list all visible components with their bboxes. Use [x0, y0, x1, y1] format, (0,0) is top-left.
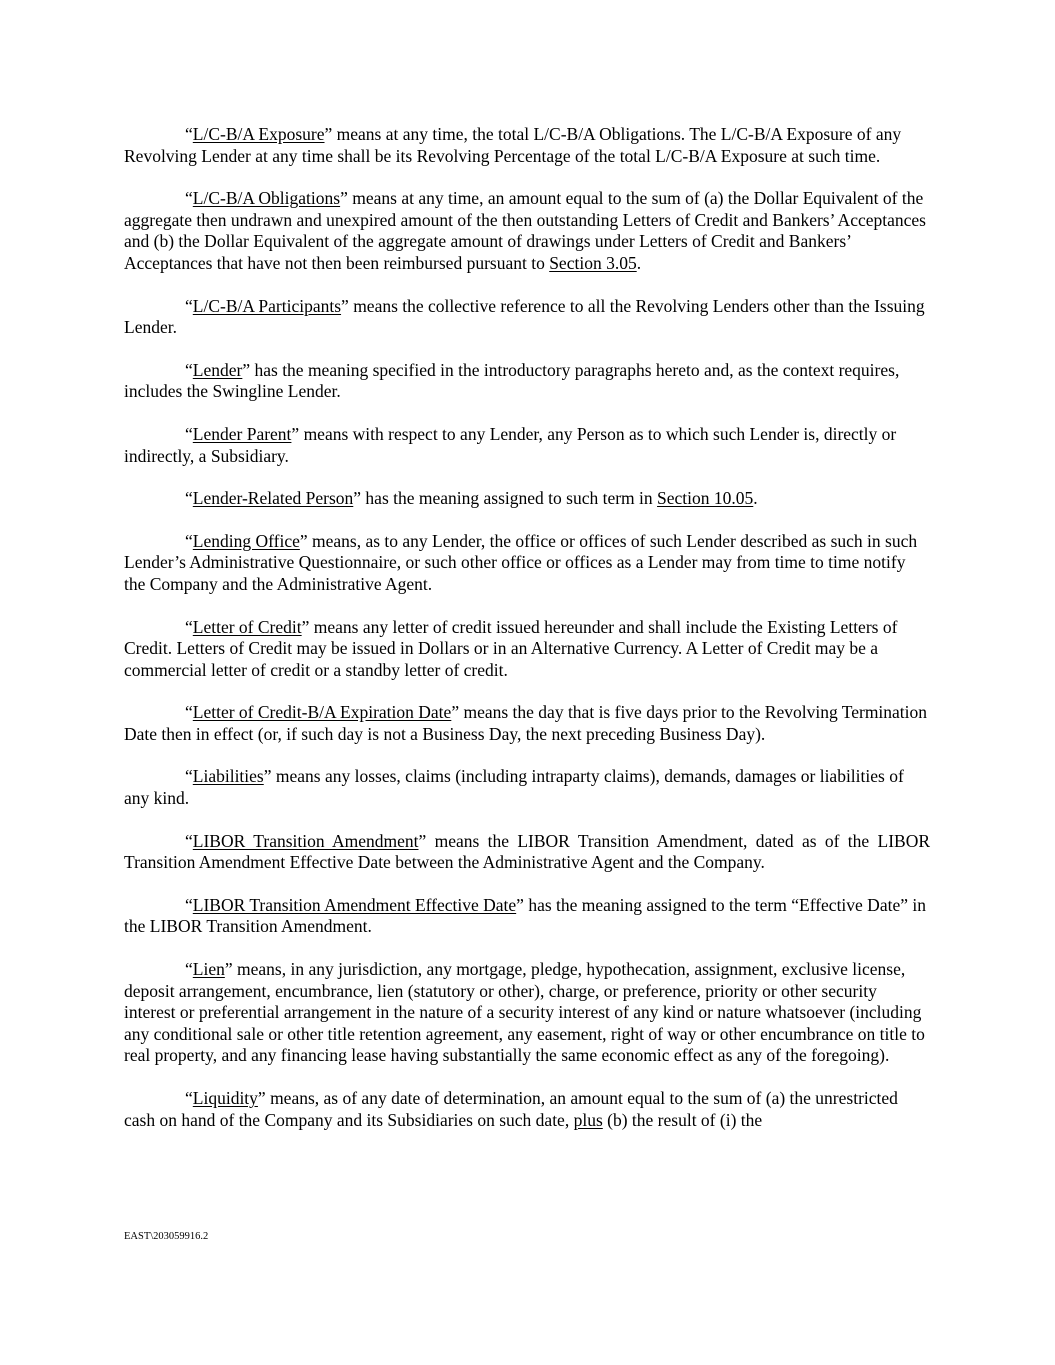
definition-libor-transition-amendment [124, 831, 930, 874]
open-quote: “ [185, 295, 193, 316]
definition-text-end: (b) the result of (i) the [602, 1109, 763, 1130]
section-reference: Section 3.05 [549, 252, 637, 273]
definition-lending-office [124, 531, 930, 596]
defined-term: Liabilities [192, 766, 264, 787]
defined-term: L/C-B/A Participants [192, 295, 342, 316]
definition-text: ” means any losses, claims (including intraparty claims), demands, damages or liabilities of any kind. [124, 766, 904, 809]
defined-term: Letter of Credit-B/A Expiration Date [192, 702, 452, 723]
defined-term: Lending Office [192, 530, 300, 551]
plus-reference: plus [573, 1109, 603, 1130]
open-quote: “ [185, 530, 193, 551]
definition-letter-of-credit [124, 617, 930, 682]
document-id-footer: EAST\203059916.2 [124, 1231, 209, 1242]
open-quote: “ [185, 959, 193, 980]
definition-text: ” means the LIBOR Transition Amendment, dated as of the LIBOR Transition Amendment Effective Date between the Administrative Agent and the Company. [124, 830, 931, 873]
defined-term: LIBOR Transition Amendment Effective Date [192, 894, 517, 915]
definition-liabilities [124, 766, 930, 809]
definition-lender-parent [124, 424, 930, 467]
document-page [124, 124, 930, 1152]
definition-text: ” means the day that is five days prior to the Revolving Termination Date then in effect (or, if such day is not a Business Day, the next preceding Business Day). [124, 702, 928, 744]
definition-liquidity [124, 1088, 930, 1131]
definition-text: ” means any letter of credit issued hereunder and shall include the Existing Letters of Credit. Letters of Credit may be issued in Dollars or in an Alternative Currency. A Letter of Credit may be a commercial letter of credit or a standby letter of credit. [124, 616, 898, 680]
open-quote: “ [185, 359, 193, 380]
definition-libor-transition-amendment-effective-date [124, 895, 930, 938]
open-quote: “ [185, 766, 193, 787]
definition-lc-ba-exposure [124, 124, 930, 167]
definition-text: ” means the collective reference to all the Revolving Lenders other than the Issuing Lender. [124, 295, 925, 338]
defined-term: Lien [192, 959, 225, 980]
open-quote: “ [185, 616, 193, 637]
definition-letter-of-credit-ba-expiration-date [124, 702, 930, 745]
defined-term: Letter of Credit [192, 616, 302, 637]
open-quote: “ [185, 702, 193, 723]
definition-lc-ba-obligations [124, 188, 930, 274]
open-quote: “ [185, 423, 193, 444]
open-quote: “ [185, 894, 193, 915]
defined-term: Liquidity [192, 1088, 258, 1108]
definition-lien [124, 959, 930, 1067]
definition-text: ” means at any time, an amount equal to the sum of (a) the Dollar Equivalent of the aggregate then undrawn and unexpired amount of the then outstanding Letters of Credit and Bankers’ Acceptances and (b) the Dollar Equivalent of the aggregate amount of drawings under Letters of Credit and Bankers’ Acceptances that have not then been reimbursed pursuant to [124, 188, 926, 273]
definition-text: ” has the meaning assigned to such term in [353, 488, 658, 509]
definition-lender [124, 360, 930, 403]
open-quote: “ [185, 830, 193, 851]
defined-term: Lender-Related Person [192, 488, 354, 509]
defined-term: L/C-B/A Exposure [192, 124, 325, 144]
section-reference: Section 10.05 [657, 488, 754, 509]
definition-text: ” has the meaning assigned to the term “Effective Date” in the LIBOR Transition Amendment. [124, 894, 926, 937]
definition-text: ” means with respect to any Lender, any Person as to which such Lender is, directly or indirectly, a Subsidiary. [124, 423, 897, 466]
definition-text: ” means, as of any date of determination, an amount equal to the sum of (a) the unrestricted cash on hand of the Company and its Subsidiaries on such date, [124, 1088, 898, 1130]
open-quote: “ [185, 1088, 193, 1108]
open-quote: “ [185, 488, 193, 509]
defined-term: Lender Parent [192, 423, 292, 444]
definition-text: ” means at any time, the total L/C-B/A Obligations. The L/C-B/A Exposure of any Revolving Lender at any time shall be its Revolving Percentage of the total L/C-B/A Exposure at such time. [124, 124, 902, 166]
defined-term: Lender [192, 359, 243, 380]
definition-lender-related-person [124, 488, 930, 510]
definition-text-end: . [753, 488, 758, 509]
open-quote: “ [185, 124, 193, 144]
definition-lc-ba-participants [124, 296, 930, 339]
definition-text: ” has the meaning specified in the introductory paragraphs hereto and, as the context requires, includes the Swingline Lender. [124, 359, 900, 402]
definition-text: ” means, as to any Lender, the office or offices of such Lender described as such in such Lender’s Administrative Questionnaire, or such other office or offices as a Lender may from time to time notify the Company and the Administrative Agent. [124, 530, 918, 594]
definition-text: ” means, in any jurisdiction, any mortgage, pledge, hypothecation, assignment, exclusive license, deposit arrangement, encumbrance, lien (statutory or other), charge, or preference, priority or other security interest or preferential arrangement in the nature of a security interest of any kind or nature whatsoever (including any conditional sale or other title retention agreement, any easement, right of way or other encumbrance on title to real property, and any financing lease having substantially the same economic effect as any of the foregoing). [124, 959, 925, 1066]
defined-term: L/C-B/A Obligations [192, 188, 341, 209]
definition-text-end: . [636, 252, 642, 273]
defined-term: LIBOR Transition Amendment [192, 830, 419, 851]
open-quote: “ [185, 188, 193, 209]
